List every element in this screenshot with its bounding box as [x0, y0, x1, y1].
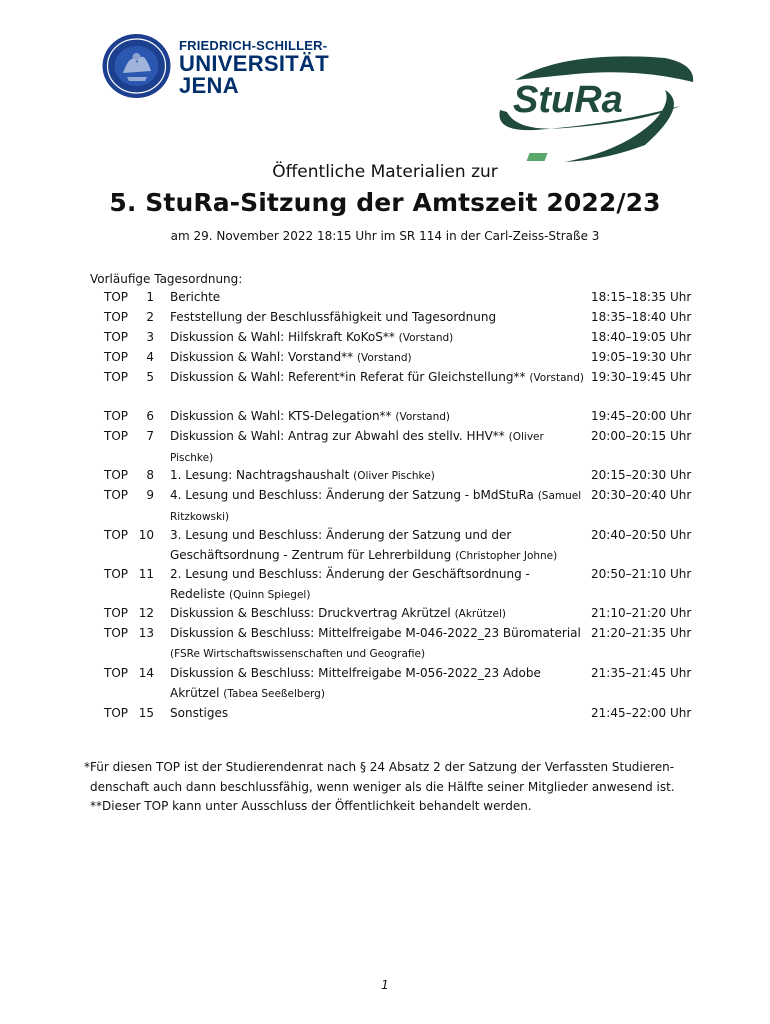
agenda-item-title — [170, 526, 585, 566]
agenda-item-time: 21:35–21:45 Uhr — [591, 666, 692, 680]
agenda-top-label: TOP — [104, 666, 129, 680]
agenda-top-number: 15 — [138, 706, 154, 720]
agenda-item-time: 21:45–22:00 Uhr — [591, 706, 692, 720]
pre-title: Öffentliche Materialien zur — [272, 162, 498, 182]
agenda-item-title-text: Sonstiges — [170, 706, 229, 720]
stura-logo-icon — [495, 50, 695, 165]
agenda-item-proposer: (Vorstand) — [529, 372, 584, 384]
agenda-top-label: TOP — [104, 350, 129, 364]
agenda-item-proposer: (FSRe Wirtschaftswissenschaften und Geografie) — [170, 647, 426, 660]
agenda-item-title-text: Diskussion & Wahl: Hilfskraft KoKoS** — [170, 330, 399, 344]
agenda-top-number: 3 — [146, 330, 154, 344]
agenda-top-number: 6 — [146, 409, 154, 423]
agenda-item-title — [170, 565, 585, 605]
agenda-top-number: 12 — [138, 606, 154, 620]
agenda-item-title — [170, 348, 585, 369]
agenda-top-label: TOP — [104, 468, 129, 482]
agenda-top-number: 14 — [138, 666, 154, 680]
agenda-item-title — [170, 486, 585, 527]
footnotes — [84, 758, 694, 817]
agenda-top-number: 4 — [146, 350, 154, 364]
university-name-line1: FRIEDRICH-SCHILLER- — [179, 38, 328, 53]
agenda-item-title-text: Diskussion & Beschluss: Druckvertrag Akrützel — [170, 606, 455, 620]
agenda-item-time: 20:30–20:40 Uhr — [591, 488, 692, 502]
agenda-item-time: 18:40–19:05 Uhr — [591, 330, 692, 344]
agenda-item-title — [170, 604, 585, 625]
agenda-top-label: TOP — [104, 370, 129, 384]
agenda-heading: Vorläufige Tagesordnung: — [90, 272, 243, 286]
university-seal-icon — [101, 33, 172, 99]
stura-logo-text: StuRa — [513, 79, 623, 121]
agenda-item-proposer: (Quinn Spiegel) — [229, 588, 311, 601]
agenda-item-time: 20:15–20:30 Uhr — [591, 468, 692, 482]
agenda-item-proposer: (Vorstand) — [356, 352, 412, 364]
agenda-top-number: 11 — [138, 567, 154, 581]
agenda-item-title-text: 1. Lesung: Nachtragshaushalt — [170, 468, 354, 482]
agenda-item-time: 18:35–18:40 Uhr — [591, 310, 692, 324]
agenda-item-title — [170, 624, 585, 664]
agenda-item-title — [170, 328, 585, 349]
university-name-line3: JENA — [179, 73, 239, 98]
agenda-top-label: TOP — [104, 290, 129, 304]
agenda-item-title-text: 3. Lesung und Beschluss: Änderung der Satzung und der Geschäftsordnung - Zentrum für Lehrerbildung — [170, 528, 512, 562]
agenda-top-label: TOP — [104, 528, 129, 542]
agenda-item-proposer: (Oliver Pischke) — [170, 431, 544, 464]
university-wordmark — [179, 39, 329, 97]
agenda-item-proposer: (Christopher Johne) — [455, 549, 558, 562]
agenda-top-number: 9 — [146, 488, 154, 502]
agenda-top-label: TOP — [104, 626, 129, 640]
agenda-item-time: 19:05–19:30 Uhr — [591, 350, 692, 364]
agenda-top-number: 2 — [146, 310, 154, 324]
agenda-item-time: 21:20–21:35 Uhr — [591, 626, 692, 640]
agenda-item-title — [170, 368, 585, 389]
agenda-top-label: TOP — [104, 429, 129, 443]
agenda-item-title-text: Diskussion & Wahl: KTS-Delegation** — [170, 409, 396, 423]
agenda-top-label: TOP — [104, 409, 129, 423]
agenda-top-label: TOP — [104, 488, 129, 502]
agenda-item-title — [170, 288, 585, 308]
agenda-item-title-text: 4. Lesung und Beschluss: Änderung der Satzung - bMdStuRa — [170, 488, 538, 502]
agenda-top-number: 13 — [138, 626, 154, 640]
agenda-item-time: 20:40–20:50 Uhr — [591, 528, 692, 542]
agenda-top-number: 8 — [146, 468, 154, 482]
meeting-details: am 29. November 2022 18:15 Uhr im SR 114 in der Carl-Zeiss-Straße 3 — [170, 229, 600, 243]
agenda-top-label: TOP — [104, 310, 129, 324]
agenda-item-time: 20:00–20:15 Uhr — [591, 429, 692, 443]
agenda-item-title — [170, 664, 585, 704]
agenda-item-title-text: 2. Lesung und Beschluss: Änderung der Geschäftsordnung - Redeliste — [170, 567, 530, 601]
agenda-top-number: 10 — [138, 528, 154, 542]
agenda-top-label: TOP — [104, 706, 129, 720]
agenda-top-label: TOP — [104, 567, 129, 581]
agenda-item-title-text: Diskussion & Beschluss: Mittelfreigabe M-046-2022_23 Büromaterial — [170, 626, 581, 640]
university-name-line2: UNIVERSITÄT — [179, 51, 329, 76]
agenda-item-time: 19:30–19:45 Uhr — [591, 370, 692, 384]
agenda-item-title-text: Diskussion & Wahl: Vorstand** — [170, 350, 357, 364]
agenda-item-proposer: (Samuel Ritzkowski) — [170, 490, 582, 523]
agenda-top-label: TOP — [104, 606, 129, 620]
footnote-quorum-line2: denschaft auch dann beschlussfähig, wenn weniger als die Hälfte seiner Mitglieder anwesend ist. — [90, 779, 675, 794]
university-logo — [101, 33, 331, 101]
agenda-item-title-text: Diskussion & Wahl: Antrag zur Abwahl des stellv. HHV** — [170, 429, 509, 443]
agenda-item-title — [170, 704, 585, 724]
agenda-item-proposer: (Oliver Pischke) — [353, 470, 435, 482]
agenda-item-title — [170, 308, 585, 328]
page-number: 1 — [381, 978, 389, 992]
agenda-top-number: 7 — [146, 429, 154, 443]
agenda-top-label: TOP — [104, 330, 129, 344]
agenda-item-proposer: (Tabea Seeßelberg) — [223, 687, 325, 700]
agenda-item-title — [170, 427, 585, 468]
footnote-quorum-line1: *Für diesen TOP ist der Studierendenrat nach § 24 Absatz 2 der Satzung der Verfassten Studieren- — [84, 760, 675, 774]
agenda-item-title — [170, 407, 585, 428]
document-title: 5. StuRa-Sitzung der Amtszeit 2022/23 — [109, 188, 661, 217]
agenda-item-title-text: Diskussion & Wahl: Referent*in Referat für Gleichstellung** — [170, 370, 530, 384]
agenda-item-title-text: Feststellung der Beschlussfähigkeit und Tagesordnung — [170, 310, 497, 324]
agenda-item-title-text: Berichte — [170, 290, 221, 304]
agenda-item-title — [170, 466, 585, 487]
agenda-top-number: 5 — [146, 370, 154, 384]
agenda-item-proposer: (Vorstand) — [398, 332, 454, 344]
agenda-top-number: 1 — [146, 290, 154, 304]
agenda-item-time: 18:15–18:35 Uhr — [591, 290, 692, 304]
agenda-item-title-text: Diskussion & Beschluss: Mittelfreigabe M-056-2022_23 Adobe Akrützel — [170, 666, 541, 700]
agenda-item-proposer: (Akrützel) — [454, 608, 506, 620]
agenda-item-time: 19:45–20:00 Uhr — [591, 409, 692, 423]
footnote-closed-session: **Dieser TOP kann unter Ausschluss der Öffentlichkeit behandelt werden. — [90, 799, 532, 814]
agenda-item-proposer: (Vorstand) — [395, 411, 451, 423]
agenda-item-time: 21:10–21:20 Uhr — [591, 606, 692, 620]
agenda-item-time: 20:50–21:10 Uhr — [591, 567, 692, 581]
